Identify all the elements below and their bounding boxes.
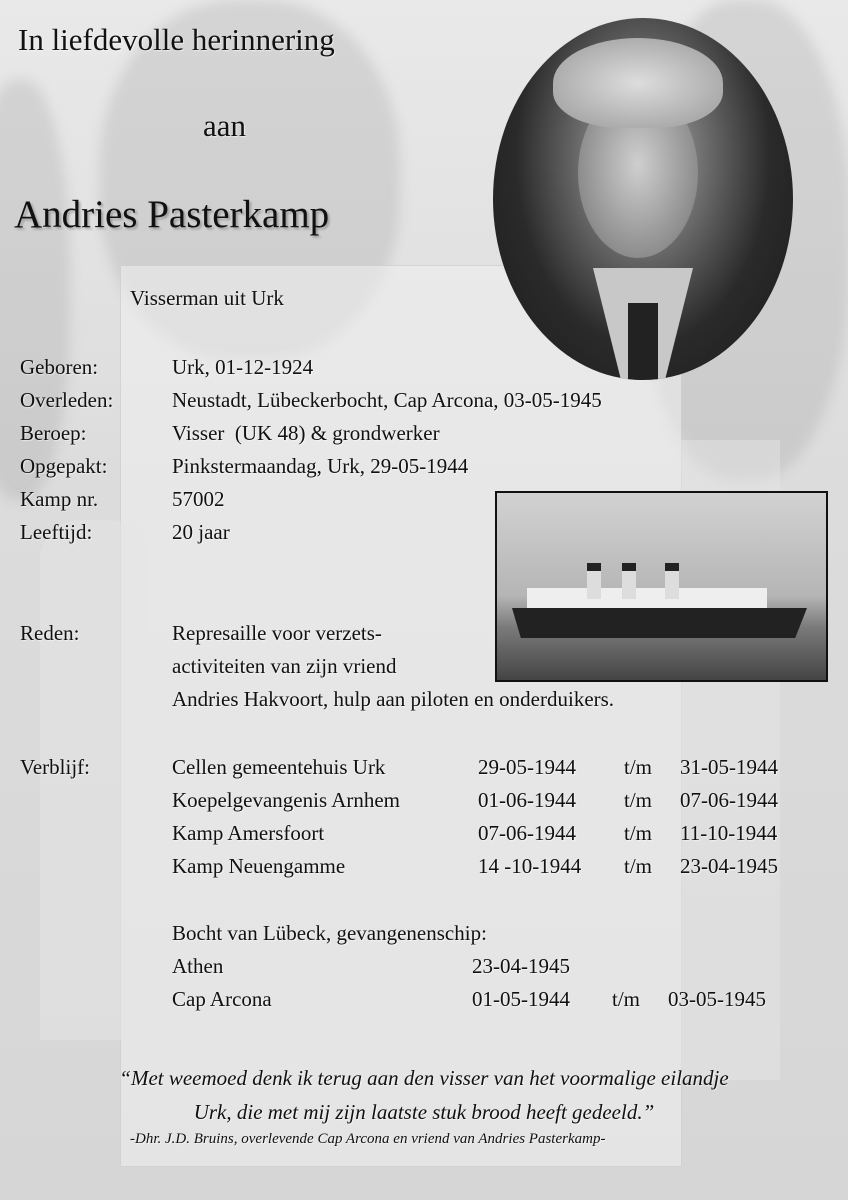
fact-label: Beroep:: [20, 421, 87, 445]
stay-from: 14 -10-1944: [478, 854, 582, 878]
ship-sep: t/m: [612, 987, 641, 1011]
fact-label: Geboren:: [20, 355, 99, 379]
ship-place: Athen: [172, 954, 224, 978]
occupation-subtitle: Visserman uit Urk: [130, 286, 284, 310]
stay-to: 07-06-1944: [680, 788, 778, 812]
stay-from: 07-06-1944: [478, 821, 576, 845]
fact-value: Pinkstermaandag, Urk, 29-05-1944: [172, 454, 469, 478]
ship-place: Cap Arcona: [172, 987, 272, 1011]
ship-to: 03-05-1945: [668, 987, 766, 1011]
stay-sep: t/m: [624, 854, 653, 878]
stay-sep: t/m: [624, 788, 653, 812]
reason-label: Reden:: [20, 621, 80, 645]
heading-line1: In liefdevolle herinnering: [18, 22, 335, 57]
fact-value: Urk, 01-12-1924: [172, 355, 314, 379]
stay-place: Kamp Amersfoort: [172, 821, 325, 845]
fact-value: 57002: [172, 487, 225, 511]
stay-label: Verblijf:: [20, 755, 90, 779]
stay-to: 23-04-1945: [680, 854, 778, 878]
stay-from: 01-06-1944: [478, 788, 576, 812]
ship-photo: [495, 491, 828, 682]
reason-line: activiteiten van zijn vriend: [172, 654, 397, 678]
stay-place: Cellen gemeentehuis Urk: [172, 755, 386, 779]
fact-label: Overleden:: [20, 388, 114, 412]
stay-place: Koepelgevangenis Arnhem: [172, 788, 401, 812]
quote-line: Urk, die met mij zijn laatste stuk brood heeft gedeeld.”: [193, 1100, 655, 1124]
stay-from: 29-05-1944: [478, 755, 576, 779]
fact-label: Leeftijd:: [20, 520, 93, 544]
fact-label: Kamp nr.: [20, 487, 99, 511]
person-name: Andries Pasterkamp: [14, 193, 330, 236]
fact-value: 20 jaar: [172, 520, 230, 544]
heading-line2: aan: [203, 108, 247, 143]
quote-attribution: -Dhr. J.D. Bruins, overlevende Cap Arcona en vriend van Andries Pasterkamp-: [130, 1131, 606, 1147]
fact-value: Neustadt, Lübeckerbocht, Cap Arcona, 03-05-1945: [172, 388, 602, 412]
portrait-photo: [493, 18, 793, 380]
stay-to: 31-05-1944: [680, 755, 778, 779]
ship-from: 01-05-1944: [472, 987, 570, 1011]
reason-line: Represaille voor verzets-: [172, 621, 382, 645]
stay-to: 11-10-1944: [680, 821, 778, 845]
ships-heading: Bocht van Lübeck, gevangenenschip:: [172, 921, 487, 945]
fact-label: Opgepakt:: [20, 454, 108, 478]
fact-value: Visser (UK 48) & grondwerker: [172, 421, 440, 445]
quote-line: “Met weemoed denk ik terug aan den visser van het voormalige eilandje: [119, 1066, 729, 1090]
stay-place: Kamp Neuengamme: [172, 854, 346, 878]
stay-sep: t/m: [624, 755, 653, 779]
stay-sep: t/m: [624, 821, 653, 845]
reason-line: Andries Hakvoort, hulp aan piloten en onderduikers.: [172, 687, 615, 711]
ship-from: 23-04-1945: [472, 954, 570, 978]
